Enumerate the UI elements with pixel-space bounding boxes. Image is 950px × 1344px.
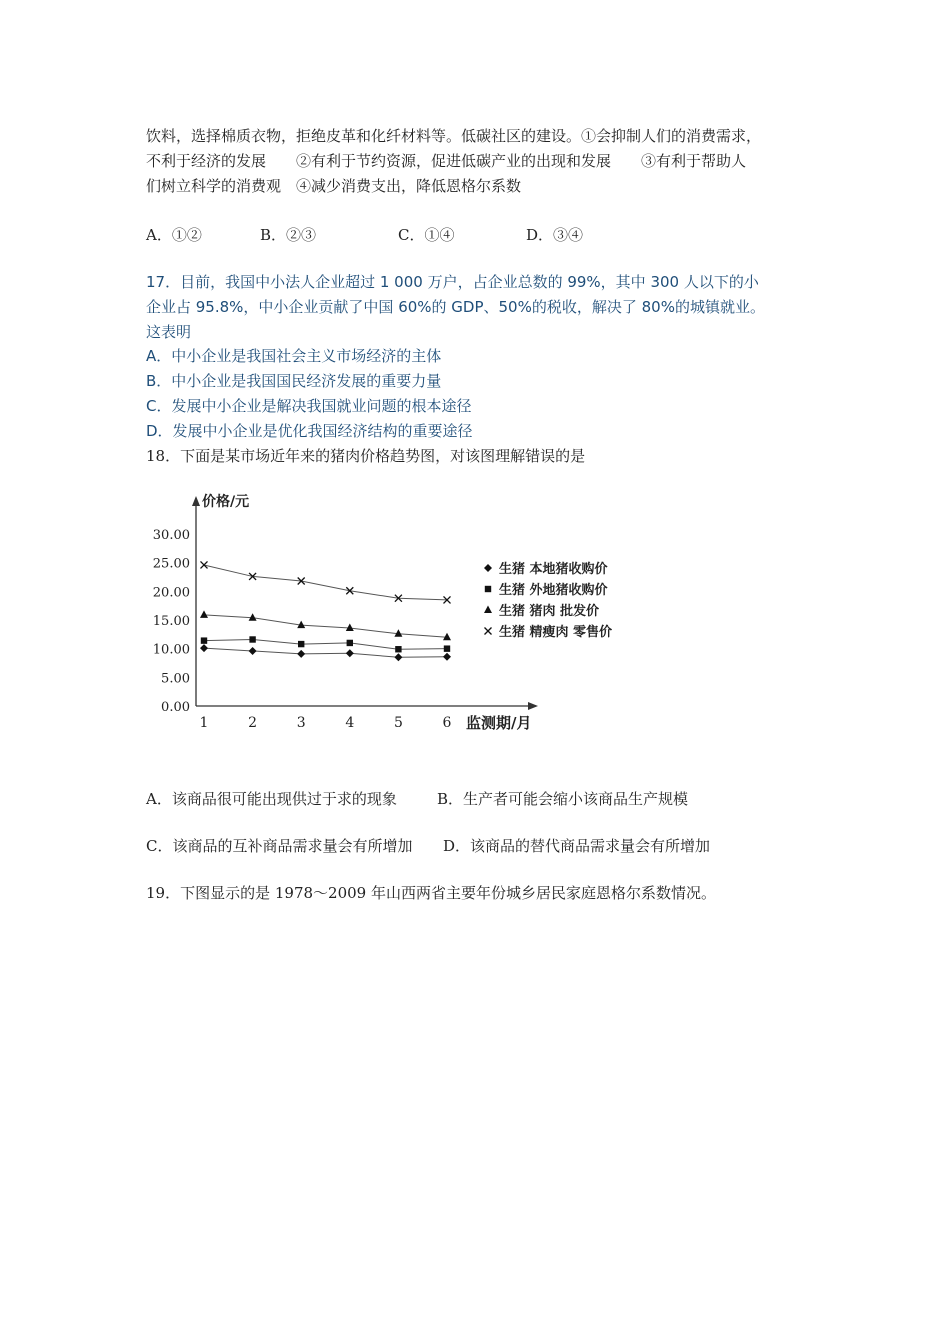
x-tick-label: 6 — [442, 715, 452, 731]
chart-y-axis-label: 价格/元 — [202, 494, 250, 510]
series-0 — [200, 644, 451, 661]
q16-option-c: C．①④ — [398, 226, 455, 244]
q17-option-a: A．中小企业是我国社会主义市场经济的主体 — [146, 347, 442, 365]
data-point — [200, 644, 208, 652]
x-tick-label: 2 — [248, 715, 258, 731]
legend-label: 生猪 精瘦肉 零售价 — [499, 625, 613, 640]
q16-line-2: 不利于经济的发展 ②有利于节约资源，促进低碳产业的出现和发展 ③有利于帮助人 — [146, 152, 747, 170]
chart-x-ticks — [200, 715, 452, 731]
q16-option-a: A．①② — [146, 226, 202, 244]
data-point — [395, 646, 401, 652]
q16-option-b: B．②③ — [260, 226, 317, 244]
data-point — [200, 610, 208, 618]
x-tick-label: 3 — [296, 715, 306, 731]
q17-line-1: 17．目前，我国中小法人企业超过 1 000 万户，占企业总数的 99%，其中 300 人以下的小 — [146, 273, 759, 291]
q18-stem: 18．下面是某市场近年来的猪肉价格趋势图，对该图理解错误的是 — [146, 447, 586, 465]
q18-option-a: A．该商品很可能出现供过于求的现象 — [146, 790, 397, 808]
series-2 — [200, 610, 451, 640]
y-tick-label: 0.00 — [161, 700, 190, 715]
q16-line-3: 们树立科学的消费观 ④减少消费支出，降低恩格尔系数 — [146, 177, 522, 195]
legend-marker — [485, 628, 492, 635]
legend-label: 生猪 猪肉 批发价 — [499, 604, 600, 619]
data-point — [347, 640, 353, 646]
q18-option-d: D．该商品的替代商品需求量会有所增加 — [443, 837, 711, 855]
x-tick-label: 5 — [393, 715, 403, 731]
data-point — [346, 649, 354, 657]
y-tick-label: 20.00 — [152, 585, 190, 601]
data-point — [443, 653, 451, 661]
q17-option-b: B．中小企业是我国国民经济发展的重要力量 — [146, 372, 442, 390]
data-point — [444, 645, 450, 651]
legend-marker — [484, 564, 492, 572]
data-point — [201, 637, 207, 643]
chart-series — [200, 561, 451, 661]
data-point — [298, 641, 304, 647]
series-3 — [201, 561, 451, 603]
chart-axes — [192, 496, 538, 710]
series-line — [204, 639, 447, 649]
y-axis-arrow — [192, 496, 200, 506]
q16-line-1: 饮料，选择棉质衣物，拒绝皮革和化纤材料等。低碳社区的建设。①会抑制人们的消费需求， — [146, 127, 762, 145]
y-tick-label: 5.00 — [161, 671, 190, 687]
legend-label: 生猪 外地猪收购价 — [499, 583, 608, 598]
q16-option-d: D．③④ — [526, 226, 584, 244]
x-axis-arrow — [528, 702, 538, 710]
q19-stem: 19．下图显示的是 1978～2009 年山西两省主要年份城乡居民家庭恩格尔系数情况。 — [146, 884, 716, 902]
series-line — [204, 615, 447, 637]
chart-x-axis-label: 监测期/月 — [466, 714, 532, 732]
y-tick-label: 30.00 — [152, 528, 190, 543]
chart-legend — [484, 561, 612, 640]
legend-marker — [484, 606, 492, 614]
y-tick-label: 15.00 — [152, 614, 190, 629]
y-tick-label: 25.00 — [152, 556, 190, 572]
x-tick-label: 1 — [199, 715, 209, 731]
pork-price-chart — [146, 488, 656, 738]
x-tick-label: 4 — [345, 715, 355, 731]
data-point — [249, 636, 255, 642]
legend-label: 生猪 本地猪收购价 — [499, 562, 608, 577]
q17-option-c: C．发展中小企业是解决我国就业问题的根本途径 — [146, 397, 472, 415]
q17-option-d: D．发展中小企业是优化我国经济结构的重要途径 — [146, 422, 473, 440]
data-point — [249, 613, 257, 621]
data-point — [394, 653, 402, 661]
q18-option-b: B．生产者可能会缩小该商品生产规模 — [437, 790, 689, 808]
data-point — [249, 647, 257, 655]
q17-line-3: 这表明 — [146, 323, 192, 341]
data-point — [443, 633, 451, 641]
legend-marker — [485, 586, 491, 592]
series-line — [204, 565, 447, 600]
chart-y-ticks — [153, 528, 190, 715]
data-point — [201, 561, 208, 568]
q18-option-c: C．该商品的互补商品需求量会有所增加 — [146, 837, 413, 855]
q17-line-2: 企业占 95.8%，中小企业贡献了中国 60%的 GDP、50%的税收，解决了 80%的城镇就业。 — [146, 298, 765, 316]
data-point — [346, 624, 354, 632]
data-point — [297, 650, 305, 658]
y-tick-label: 10.00 — [152, 642, 190, 658]
